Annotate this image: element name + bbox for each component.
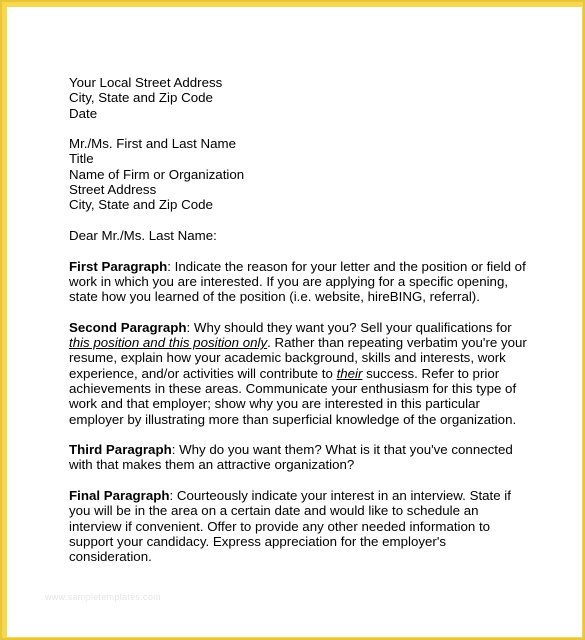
- second-paragraph-text: success. Refer to prior: [362, 365, 500, 381]
- second-paragraph-text: employer by illustrating more than superficial knowledge of the organization.: [69, 411, 517, 427]
- sender-date: Date: [69, 105, 98, 121]
- first-paragraph-text: state how you learned of the position (i.e. website, hireBING, referral).: [69, 289, 480, 305]
- second-paragraph-text: experience, and/or activities will contribute to: [69, 365, 337, 381]
- sender-street: Your Local Street Address: [69, 75, 223, 90]
- final-paragraph-text: : Courteously indicate your interest in an interview. State if: [169, 488, 511, 504]
- third-paragraph-heading: Third Paragraph: [69, 442, 172, 458]
- recipient-city: City, State and Zip Code: [69, 197, 213, 213]
- third-paragraph-text: : Why do you want them? What is it that you've connected: [171, 442, 513, 458]
- second-paragraph-text: . Rather than repeating verbatim you're your: [267, 335, 527, 351]
- watermark: www.sampletemplates.com: [45, 592, 161, 602]
- recipient-firm: Name of Firm or Organization: [69, 166, 245, 182]
- recipient-title: Title: [69, 151, 94, 167]
- third-paragraph-text: with that makes them an attractive organization?: [69, 457, 355, 473]
- final-paragraph-text: support your candidacy. Express appreciation for the employer's: [69, 533, 447, 549]
- recipient-name: Mr./Ms. First and Last Name: [69, 136, 236, 152]
- second-paragraph: [69, 320, 539, 427]
- final-paragraph-heading: Final Paragraph: [69, 488, 170, 504]
- emphasis-text: this position and this position only: [69, 335, 268, 351]
- sender-city: City, State and Zip Code: [69, 90, 213, 106]
- first-paragraph: [69, 259, 539, 305]
- first-paragraph-heading: First Paragraph: [69, 258, 168, 274]
- emphasis-text: their: [336, 365, 363, 381]
- first-paragraph-text: : Indicate the reason for your letter and the position or field of: [167, 258, 526, 274]
- second-paragraph-text: : Why should they want you? Sell your qualifications for: [186, 319, 512, 335]
- second-paragraph-heading: Second Paragraph: [69, 319, 187, 335]
- final-paragraph-text: interview if convenient. Offer to provide any other needed information to: [69, 518, 491, 534]
- third-paragraph: [69, 442, 539, 473]
- recipient-street: Street Address: [69, 182, 157, 198]
- first-paragraph-text: work in which you are interested. If you are applying for a specific opening,: [69, 273, 509, 289]
- sender-address: [69, 75, 539, 121]
- second-paragraph-text: work and that employer; show why you are interested in this particular: [69, 396, 480, 412]
- second-paragraph-text: resume, explain how your academic background, skills and interests, work: [69, 350, 506, 366]
- second-paragraph-text: achievements in these areas. Communicate your enthusiasm for this type of: [69, 380, 517, 396]
- salutation: Dear Mr./Ms. Last Name:: [69, 227, 217, 243]
- document-page: [7, 7, 582, 637]
- recipient-address: [69, 136, 539, 212]
- letter-body: [69, 75, 539, 565]
- final-paragraph: [69, 488, 539, 564]
- final-paragraph-text: you will be in the area on a certain date and would like to schedule an: [69, 503, 479, 519]
- final-paragraph-text: consideration.: [69, 549, 152, 565]
